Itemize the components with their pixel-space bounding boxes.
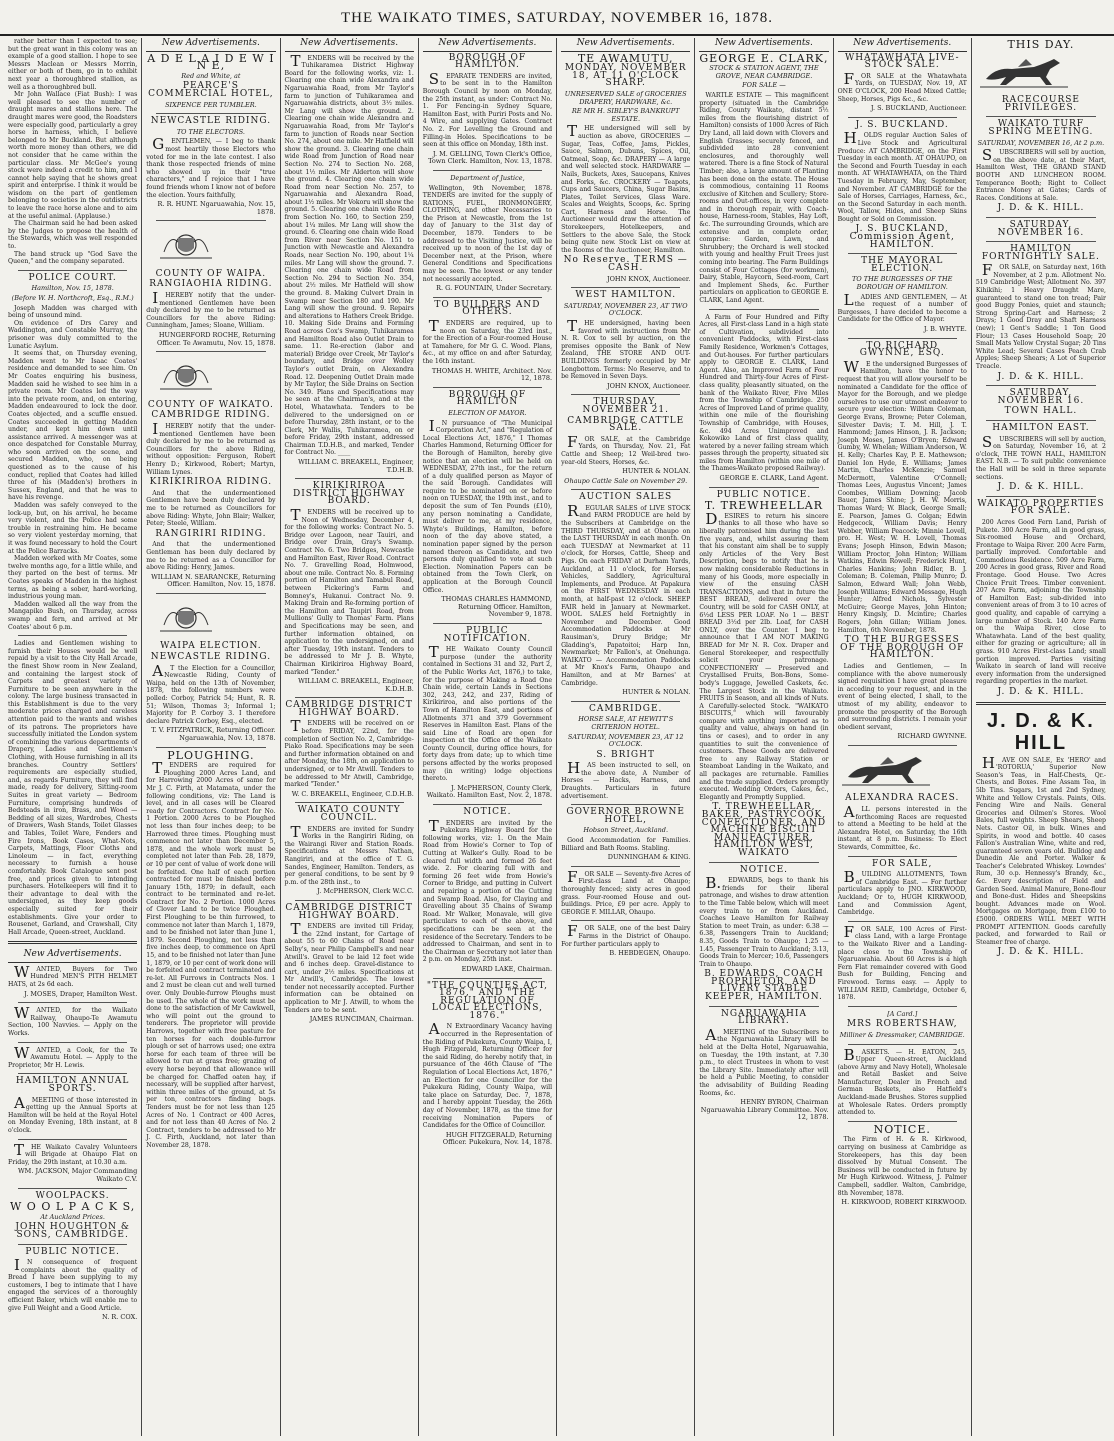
west-hamilton-text: THE undersigned, having been favored with instructions from Mr N. R. Cox to sell by auction, on the premises opposite the Bank of New Zealand, THE STORE AND OUT-BUILDINGS formerly occupied by Mr Longbottom. Terms: No Reserve, and to be Removed in Seven Days. [561,317,691,381]
governor-browne-text: Good Accommodation for Families. Billiard and Bath Rooms. Stabling. [561,837,691,852]
auction-sales-text: REGULAR SALES of LIVE STOCK and FARM PRODUCE are held by the Subscribers at Cambridge on the THIRD THURSDAY, and at Ohaupo on the LAST THURSDAY in each month. On each TUESDAY at Newmarket at 11 o'clock, for Horses, Cattle, Sheep and Pigs. On each FRIDAY at Durham Yards, Auckland, at 11 o'clock, for Horses, Vehicles, Saddlery, Agricultural Implements, and Produce. At Papakura on the FIRST WEDNESDAY in each month, at half-past 12 o'clock. SHEEP FAIR held in January at Newmarket. WOOL SALES held Fortnightly in November and December. Good Accommodation Paddocks at Mr Rausiman's, Drury Bridge; Mr Gladding's, Papatoitoi; Harp Inn, Newmarket; Mr Fallon's, at Onehunga. WAIKATO — Accommodation Paddocks at Mr Knox's Farm, Ohaupo and Hamilton, and at Mr Barnes' at Cambridge. [561,501,691,687]
rangiaohia-sig: HUNGERFORD ROCHE, Returning Officer. Te Awamutu, Nov. 15, 1878. [156,331,276,347]
houghton: JOHN HOUGHTON & SONS, CAMBRIDGE. [15,1222,130,1240]
whatawhata-sig: J. S. BUCKLAND, Auctioneer. [870,104,967,113]
counties-act-sig: HUGH FITZGERALD, Returning Officer. Pukekura, Nov. 14, 1878. [442,1130,553,1147]
dairy-sale-sig: B. HEBDEGEN, Ohaupo. [609,949,691,958]
edwards-sig: B. EDWARDS, COACH PROPRIETOR, AND LIVERY STABLE KEEPER, HAMILTON. [704,969,824,1003]
reid-sale-text: FOR SALE, 100 Acres of First-class Land, with a large Frontage to the Waikato River and a Landing-place close to the Township of Ngaruawahia. About 60 Acres is a high Fern Flat remainder covered with Good Bush for Building, Fencing and Firewood. Terms easy. — Apply to WILLIAM REID, Cambridge, October 6, 1878. [837,922,967,1002]
edwards-notice-title: NOTICE. [739,864,789,875]
dept-title: Department of Justice, [450,173,525,182]
public-notification-sig: J. McPHERSON, County Clerk, Waikato. Hamilton East, Nov. 2, 1878. [426,783,553,800]
rangiaohia-title: RANGIAOHIA RIDING. [149,279,273,290]
woolpacks-big: W O O L P A C K S, [10,1200,136,1214]
cambridge-board-text: TENDERS will be received on or before FRIDAY, 22nd, for the completion of Section No. 2, Cambridge-Piako Road. Specifications may be seen and further information obtained on and after Monday, the 18th, on application to undersigned, or to Mr Atwill. Tenders to be addressed to Mr Atwill, Cambridge, marked "Tender." [284,717,414,789]
hamilton-east-text: SUBSCRIBERS will sell by auction, on Saturday, November 16, at 2 o'clock, THE TOWN HALL, HAMILTON EAST. N.B. — To suit public convenience the Hall will be sold in three separate sections. [975,432,1106,481]
waikato-county-title: COUNTY OF WAIKATO. [147,399,274,410]
clark-title: GEORGE E. CLARK, [699,51,829,65]
court-bench: (Before W. H. Northcroft, Esq., R.M.) [11,294,134,302]
adelaide-price: SIXPENCE PER TUMBLER. [165,100,257,109]
builders-title: TO BUILDERS AND OTHERS. [434,299,541,318]
library-text: AMEETING of the Subscribers to the Ngaruawahia Library will be held at the Delta Hotel, Ngaruawahia, on Tuesday, the 19th instant, at 7.30 p.m., to elect Trustees in whom to vest the Library Site. Immediately after will be held a Public Meeting, to consider the advisability of Building Reading Rooms, &c. [699,1025,829,1097]
column-2 [142,38,280,1436]
governor-browne-sig: DUNNINGHAM & KING. [607,853,691,862]
court-para-2: On evidence of Drs Carey and Waddington, and Constable Murray, the prisoner was duly committed to the Lunatic Asylum. [8,319,138,350]
borough-sig: J. M. GELLING, Town Clerk's Office, Town Clerk. Hamilton, Nov. 13, 1878. [428,149,553,166]
cattle-sale-text: FOR SALE, at the Cambridge Yards, on Thursday, Nov. 21, Fat Cattle and Sheep; 12 Weil-bred two-year-old Steers, Horses, &c. [561,432,691,466]
hill-big-text: HAVE ON SALE, Ex 'HERO' and 'ROTORUA,' Superior New Season's Teas, in Half-Chests, Qr.-Chests, and Boxes. Fine Assam Tea, in 5lb Tins. Sugars, 1st and 2nd Sydney, White and Yellow Crystals. Paints, Oils. Fencing Wire and Nails. General Groceries and Oilmen's Stores. Wool Bales, full weights. Sheep Shears, Sheep Nets. Castor Oil, in bulk. Wines and Spirits, in wood and bottle. 40 cases Fallon's Australian Wine, white and red, guaranteed seven years old. Bulldog and Dunedin Ale and Porter. Walker & Teacher's Celebrated Whiskey. Lowndes' Rum, 30 o.p. Hennessy's Brandy, &c., &c. Every description of Field and Garden Seed. Animal Manure, Bone-flour and Bone-dust. Hides and Sheepskins bought. Advances made on Wool. Mortgages on Mortgage, from £100 to £5000. ORDERS WILL MEET WITH PROMPT ATTENTION. Goods carefully packed, and forwarded to Rail or Steamer free of charge. [975,753,1106,946]
allotments-text: BUILDING ALLOTMENTS, Town of Cambridge East. — For further particulars apply to JNO. KIRKWOOD, Auckland; Or to, HUGH KIRKWOOD, Land and Commission Agent, Cambridge. [837,868,967,917]
cavalry-sig: WM. JACKSON, Major Commanding Waikato C.V. [17,1167,138,1183]
adelaide-hotel: PEARCE'S COMMERCIAL HOTEL, [148,81,274,99]
col5-head: New Advertisements. [561,38,690,52]
builders-sig: THOMAS H. WHITE, Architect. Nov. 12, 1878. [431,366,553,383]
column-4 [419,38,557,1436]
governor-browne-sub: Hobson Street, Auckland. [583,826,669,835]
court-para-3: It seems that, on Thursday evening, Madden went to Mr Isaac Coates' residence and demanded to see him. On Mr Coates enquiring his business, Madden said he wished to see him in a private room. Mr Coates led the way into the private room, and, on entering, Madden endeavoured to lock the door. Coates objected, and a scuffle ensued. Coates succeeded in getting Madden under, and kept him down until assistance arrived. A messenger was at once despatched for Constable Murray, who soon arrived on the scene, and secured Madden, who, on being questioned as to the cause of his conduct, replied that Coates had killed three of his (Madden's) brothers in Sussex, England, and that he was to have his revenge. [8,350,138,502]
racehorse-icon [976,55,1072,89]
wanted-cook: WANTED, a Cook, for the Te Awamutu Hotel. — Apply to the Proprietor, Mr H. Lewis. [8,1043,138,1069]
newcastle-text: GENTLEMEN, — I beg to thank most heartily those Electors who voted for me in the late contest. I also thank those respected friends of mine who showed up in their "true characters," and I rejoice that I have found friends whom I know not of before the election. Yours faithfully, [146,135,276,199]
west-hamilton-sig: JOHN KNOX, Auctioneer. [606,381,691,390]
newcastle-title: NEWCASTLE RIDING. [150,116,272,127]
whatawhata-title: WHATAWHATA LIVE-STOCK SALE. [844,52,960,71]
turf-sig: J. D. & K. HILL. [997,203,1085,214]
wanted-navvies: WANTED, for the Waikato Railway, Ohaupo-Te Awamutu Section, 100 Navvies. — Apply on the Works. [8,1004,138,1038]
horse-sale-name: S. BRIGHT [596,749,655,760]
coat-of-arms-icon [146,601,226,635]
gwynne-reply-sig: RICHARD GWYNNE. [897,732,967,741]
cattle-sale-title: CAMBRIDGE CATTLE SALE. [567,415,685,434]
saturday-3: SATURDAY, NOVEMBER 16. [997,388,1085,406]
cambridge-riding-title: CAMBRIDGE RIDING. [151,410,271,421]
cdhb-text: TENDERS are invited till Friday, the 22nd instant, for Cartage of about 55 to 60 Chains of Road near Selby's, near Philip Campbell's and near Atwill's. Gravel to be laid 12 feet wide and 6 inches deep. Gravel-distance to cart, under 2½ miles. Specifications at Mr Atwill's, Cambridge. The lowest tender not necessarily accepted. Further information can be obtained on application to Mr J. Atwill, to whom the Tenders are to be sent. [284,920,414,1014]
cambridge-riding-text: IHEREBY notify that the under-mentioned Gentlemen have been duly declared by me to be returned as Councillors for the above Riding, without opposition: Ferguson, Robert Henry D.; Kirkwood, Robert; Martyn, William Lynes. [146,420,276,476]
fortnightly-title: HAMILTON FORTNIGHTLY SALE. [981,244,1100,262]
column-1 [4,38,142,1436]
saturday-2: SATURDAY, NOVEMBER 16. [997,219,1085,238]
coat-of-arms-icon [146,359,226,393]
cambridge-board-sig: W. C. BREAKELL, Engineer, C.D.H.B. [291,789,414,798]
card-label: [A Card.] [887,1009,918,1018]
trew-sig: T. TREWHEELLAR, BAKER, PASTRYCOOK, CONFECTIONER, AND MACHINE BISCUIT MANUFACTURER, HAMILTON WEST, WAIKATO [701,802,827,858]
column-5 [557,38,695,1436]
fortnightly-text: FOR SALE, on Saturday next, 16th November, at 2 p.m. Allotment No. 519 Cambridge West; Allotment No. 397 Kihikihi; 1 Heavy Draught Mare, guaranteed to stand one ton tread; Pair good Buggy Ponies, quiet and staunch; Strong Spring-Cart and Harness; 2 Drays; 1 Good Dray and Shaft Harness (new); 1 Gent's Saddle; 1 Ton Good Flour; 13 Cases Household Soap; 20 Small Mats Yellow Crystal Sugar; 20 Tins White Lead; Several Cases Peach Crab Apples; Sheep Shears; A Lot of Superior Treacle. [975,261,1106,370]
col2-head: New Advertisements. [146,38,275,52]
land-sale-text: FOR SALE — Seventy-five Acres of First-class Land at Ohaupo; thoroughly fenced; sixty acres in good grass. Four-roomed House and out-buildings. Price, £9 per acre. Apply to GEORGE F. MILLAR, Ohaupo. [561,867,691,916]
this-day-title: THIS DAY. [1007,38,1075,51]
gwynne-reply-text: Ladies and Gentlemen, — In compliance with the above numerously signed requisition I have great pleasure in acceding to your request, and in the event of being elected, I shall, to the utmost of my ability, endeavor to promote the prosperity of the Borough and surrounding districts. I remain your obedient servant, [837,662,967,731]
kirkwood-notice-title: NOTICE. [873,1122,931,1136]
waipa-election-title: WAIPA ELECTION. [160,641,262,652]
trew-title: T. TREWHEELLAR [704,499,824,513]
mayor-election-sub: ELECTION OF MAYOR. [448,408,527,417]
cattle-sale-sig: HUNTER & NOLAN. [622,467,691,476]
robertshaw-sub: Milliner & Dressmaker, CAMBRIDGE. [839,1030,965,1039]
wanted-helmets-sig: J. MOSES, Draper, Hamilton West. [24,989,138,998]
tuhikaramea-tenders-text: TENDERS will be received by the Tuhikaramea District Highway Board for the following works, viz: 1. Clearing one chain wide Alexandra and Ngaruawahia Road, from Mr Taylor's farm to junction of Tuhikaramea and Ngaruawahia districts, about 3½ miles. Mr Lang will show the ground. 2. Clearing one chain wide Alexandra and Ngaruawahia Road, from Mr Taylor's farm to junction of Roads near Section No. 274, about one mile. Mr Hatfield will show the ground. 3. Clearing one chain wide Road from Junction of Road near Section No. 274 to Section No. 268, about 1½ miles. Mr Alderton will show the ground. 4. Clearing one chain wide Road from near Section No. 257, to Ngaruawahia and Alexandra Road, about 1½ miles. Mr Vokoru will show the ground. 5. Clearing one chain wide Road from Section No. 160, to Section 259, about 1¼ miles. Mr Lang will show the ground. 6. Clearing one chain wide Road from River near Section No. 151 to Junction with Newcastle and Alexandra Roads, near Section No. 190, about 1¼ miles. Mr Lang will show the ground. 7. Clearing one chain wide Road from Section No. 294 to Section No. 354, about 2½ miles. Mr Hatfield will show the ground. 8. Making Culvert Drain in Swamp near Section 180 and 190. Mr Lang will show the ground. 9. Repairs and alterations to Hathers Creek Bridge. 10. Making Side Drains and Forming Road across Cox's Swamp, Tuhikaramea and Hamilton Road also Outlet Drain to same. 11. Re-erection (labor and material) Bridge over Creek, Mr Taylor's boundary, and Bridge over Wolley Taylor's outlet Drain, on Alexandra Road. 12. Deepening Outlet Drain made by Mr Taylor, the Side Drains on Section No. 349. Plans and Specifications may be seen at the Chairman's, and at the Hotel, Whatawhata. Tenders to be delivered to the undersigned on or before Thursday, 28th instant, or to the Clerk, Mr Wallis, Tuhikaramea, on or before Friday, 29th instant, addressed Chairman T.D.H.B., and marked, Tender for Contract No. ____ [284,51,414,457]
te-awamutu-terms: No Reserve. TERMS — CASH. [563,255,688,274]
pukekura-notice-text: TENDERS are invited by the Pukekura Highway Board for the following works, viz: 1. On the Main Road from Howie's Corner to Top of Cutting at Walker's Gully. Road to be cleared full width and formed 26 feet wide. 2. For clearing full with and forming 26 feet wide from Howie's Corner to Bridge, and putting in Culvert and repairing a portion of the Cutting and Swamp Road. Also, for Claying and Gravelling about 35 Chains of Swamp Road. Mr Walker, Monavale, will give particulars to each of the above, and specifications can be seen at the residence of the Secretary. Tenders to be addressed to Chairman, and sent in to the Chairman or Secretary not later than 2 p.m. on Monday, 25th inst. [422,816,553,964]
turf-title: WAIKATO TURF SPRING MEETING. [988,119,1094,137]
sports-title: HAMILTON ANNUAL SPORTS. [15,1076,130,1094]
lead-para-1: rather better than I expected to see; but the great want in this colony was an example of a good stallion. I hope to see Messrs Maclean or Messrs Morrin, either or both of them, go in to exhibit next year a thoroughbred stallion, as well as a thoroughbred bull. [8,38,138,91]
trew-text: DESIRES to return his sincere thanks to all those who have so liberally patronised him during the last five years, and, whilst assuring them that his constant aim shall be to supply only Articles of the Very Best Description, begs to notify that he is now making considerable Reductions in many of his Goods, more especially in view of the ensuing CASH TRANSACTIONS, and that in future the BEST BREAD, delivered over the Country, will be sold for CASH ONLY, at 6½d LESS PER LOAF. No 1 — BEST BREAD 3½d per 2lb. Loaf, for CASH ONLY, over the Counter. I beg to announce that I AM NOT MAKING BREAD for Mr N. R. Cox. Draper and General Storekeeper, and respectfully solicit your patronage. CONFECTIONERY — Preserved and Crystallised Fruits, Bon-Bons, Some-body's Luggage, Jewelled Caskets, &c. The Largest Stock in the Waikato. FRUITS in Season, and all kinds of Nuts. A Carefully-selected Stock. "WAIKATO BISCUITS," which will favourably compare with anything imported as to quality and value, always on hand (in tins or cases), and to order in any quantities to suit the convenience of customers. These Goods are delivered free to any Railway Station or Steamboat Landing in the Waikato, and all packages are returnable. Families and the trade supplied. Orders promptly executed. Wedding Orders, Cakes, &c., Elegantly and Promptly Supplied. [699,509,829,801]
horse-sale-sub: HORSE SALE, AT HEWITT'S CRITERION HOTEL. [578,715,674,731]
adelaide-sub: Red and White, at [181,71,241,80]
gwynne-title: TO RICHARD GWYNNE, ESQ. [859,340,945,359]
column-7 [834,38,972,1436]
woolpacks-sub: At Auckland Prices. [40,1212,105,1221]
fortnightly-sig: J. D. & K. HILL. [997,371,1085,382]
sports-text: AMEETING of those interested in getting up the Annual Sports at Hamilton will be held at the Royal Hotel on Monday Evening, 18th instant, at 8 o'clock. [8,1093,138,1134]
wanted-helmets: WANTED, Buyers for Two Hundred MEN'S PITH HELMET HATS, at 2s 6d each. [8,962,138,989]
mayoral-sub: TO THE BURGESSES OF THE BOROUGH OF HAMILTON. [852,275,953,292]
baskets-text: BASKETS. — H. EATON, 245, Upper Queen-street, Auckland (above Army and Navy Hotel), Wholesale and Retail Basket and Seive Manufacturer, Dealer in French and German Baskets, also Hatfield's Auckland-made Brushes. Stores supplied at Wholesale Rates. Orders promptly attended to. [837,1045,967,1117]
mayor-election-title: BOROUGH OF HAMILTON [448,389,527,408]
court-date: Hamilton, Nov. 15, 1878. [31,284,114,293]
clark-for: FOR SALE — [742,81,786,90]
te-awamutu-re: RE MR H. SIBLEY'S BANKRUPT ESTATE. [571,107,680,123]
builders-text: TENDERS are required, up to noon on Saturday, the 23rd inst., for the Erection of a Four-roomed House at Tamahere, for Mr G. C. Wood. Plans, &c., at my office on and after Saturday, the 16th instant. [422,317,553,365]
waikato-council-text: TENDERS are invited for Sundry Works in the Rangiriri Riding, on the Wairangi River and Station Roads. Specifications at Messrs Nathan, Rangiriri, and at the office of T. G. Sandes, Engineer, Hamilton. Tenders, as per general conditions, to be sent by 9 p.m. of the 28th inst., to [284,822,414,886]
public-notice-sig: N. R. COX. [101,1313,138,1322]
mayor-election-text: IN pursuance of "The Municipal Corporation Act," and "Regulation of Local Elections Act, 1876," I Thomas Charles Hammond, Returning Officer for the Borough of Hamilton, hereby give notice that an election will be held on WEDNESDAY, 27th inst., for the return of a duly qualified person as Mayor of the said Borough. Candidates will require to be nominated on or before noon on TUESDAY, the 19th inst., and to deposit the sum of Ten Pounds (£10), any person nominating a Candidate, must deliver to me, at my residence, Whyte's Buildings, Hamilton, before noon of the day above stated, a nomination paper signed by the person named thereon as Candidate, and two persons duly qualified to vote at such Election. Nomination Papers can be obtained from the Town Clerk, on application at the Borough Council Office. [422,416,553,594]
lead-para-3: The Chairman said he had been asked by the Judges to propose the health of the Stewards, which was well responded to. [8,220,138,251]
public-notice-title: PUBLIC NOTICE. [25,1246,120,1257]
rangiriri-riding-text: And that the undermentioned Gentleman has been duly declared by me to be returned as a Councillor for above Riding: Henry, James. [146,541,276,572]
clark-text: WARTLE ESTATE — This magnificent property (situated in the Cambridge Riding, County Waikato, distant 5½ miles from the flourishing district of Hamilton) consists of 1000 Acres of Rich Dry Land, all laid down with Clovers and English Grasses; securely fenced, and subdivided into 28 convenient enclosures, and thoroughly well watered. There is a fine Stock of Natural Timber; also, a large amount of Planting has been done on the estate. The House is commodious, containing 11 Rooms exclusive of Kitchen and Scullery; Store-rooms and Out-offices, in very complete and in thorough repair, with Coach-house, Harness-room, Stables, Hay Loft, &c. The surrounding Grounds, which are extensive and in complete order, comprise: Garden, Lawn, and Shrubbery; the Orchard is well stocked with young and healthy Fruit Trees just coming into bearing. The Farm Buildings consist of Four Cottages (for workmen), Dairy, Stable, Haycorn, Seed-room, Cart and Implement Sheds, &c. Further particulars on application to GEORGE E. CLARK, Land Agent. [699,91,829,304]
public-notice-text: IN consequence of frequent complaints about the quality of Bread I have been supplying to my customers, I beg to intimate that I have engaged the services of a thoroughly efficient Baker, which will enable me to give Full Weight and a Good Article. [8,1256,138,1312]
newcastle-sig: R. R. HUNT. Ngaruawahia, Nov. 15, 1878. [157,200,276,216]
cattle-sale-note: Ohaupo Cattle Sale on November 29. [564,476,688,485]
horse-sale-date: SATURDAY, NOVEMBER 23, AT 12 O'CLOCK. [567,732,684,749]
buckland-title: J. S. BUCKLAND. [855,119,949,130]
rangiriri-sig: WILLIAM N. SEARANCKE, Returning Officer. Hamilton, Nov. 15, 1878. [151,572,276,589]
kirikiriroa-board-title: KIRIKIRIROA DISTRICT HIGHWAY BOARD. [292,481,406,507]
cambridge-board-title: CAMBRIDGE DISTRICT HIGHWAY BOARD. [285,700,413,718]
trew-notice-title: PUBLIC NOTICE. [716,489,812,500]
hill-big-sig: J. D. & K. HILL. [997,947,1085,958]
mayoral-text: LADIES AND GENTLEMEN, — At the request of a number of Burgesses, I have decided to become a Candidate for the Office of Mayor. [837,290,967,324]
column-8 [972,38,1110,1436]
tuhikaramea-tenders-sig: WILLIAM C. BREAKELL, Engineer, T.D.H.B. [298,458,414,474]
counties-act-title: "THE COUNTIES ACT, 1876," AND "THE REGULATION OF LOCAL ELECTIONS, 1876." [426,980,549,1021]
west-hamilton-title: WEST HAMILTON. [575,290,677,301]
turf-date: SATURDAY, NOVEMBER 16, At 2 p.m. [977,138,1105,147]
newspaper-columns [4,38,1110,1438]
column-6 [695,38,833,1436]
waipa-county-title: COUNTY OF WAIPA. [155,268,267,279]
court-para-5: Madden worked with Mr Coates, some twelve months ago, for a little while, and they parted on the best of terms. Mr Coates speaks of Madden in the highest terms, as being a sober, hard-working, industrious young man. [8,555,138,601]
kirikiriroa-riding-title: KIRIKIRIROA RIDING. [149,477,273,488]
pukekura-notice-sig: EDWARD LAKE, Chairman. [461,964,553,973]
farm-sig: GEORGE E. CLARK, Land Agent. [719,474,829,483]
counties-act-text: AN Extraordinary Vacancy having occurred in the Representation of the Riding of Pukekura, County Waipa, I, Hugh Fitzgerald, Returning Officer for the said Riding, do hereby notify that, in pursuance of the 46th Clause of "The Regulation of Local Elections Act, 1876," an Election for one Councillor for the Pukekura Riding, County Waipa, will take place on Saturday, Dec. 7, 1878, and I hereby appoint Tuesday, the 26th day of November, 1878, as the time for receiving Nomination Papers of Candidates for the Office of Councillor. [422,1020,553,1130]
waikato-council-sig: J. McPHERSON, Clerk W.C.C. [317,887,414,896]
turf-text: SUBSCRIBERS will sell by auction, on the above date, at their Mart, Hamilton West, THE GRAND STAND BOOTH AND LUNCHEON ROOM. Temperance Booth; Right to Collect Entrance Money at Gates; Cards of Races. Conditions at Sale. [975,146,1106,202]
lead-para-4: The band struck up "God Save the Queen," and the company separated. [8,250,138,266]
borough-title: BOROUGH OF HAMILTON. [448,52,527,71]
woolpacks-title: WOOLPACKS. [35,1190,110,1201]
mayoral-title: THE MAYORAL ELECTION. [861,256,944,274]
buckland-sig: J. S. BUCKLAND, Commission Agent, HAMILTON. [849,224,955,250]
mayor-election-sig: THOMAS CHARLES HAMMOND, Returning Officer. Hamilton, November 9, 1878. [441,595,553,619]
court-para-4: Madden was safely conveyed to the lock-up, but, on his arrival, he became very violent, and the Police had some trouble in restraining him. He became so very violent yesterday morning, that it was found necessary to hold the Court at the Police Barracks. [8,502,138,555]
hill-big-name: J. D. & K. HILL [987,709,1095,754]
gwynne-reply-title: TO THE BURGESSES OF THE BOROUGH OF HAMILTON. [840,635,965,661]
dept-text: Wellington, 9th November, 1878. TENDERS are invited for the supply of RATIONS, FUEL, IRONMONGERY, CLOTHING, and other Necessaries to the Prison at Newcastle, from the 1st day of January to the 31st day of December, 1879. Tenders to be addressed to the Visiting Justice, will be received up to noon of the 1st day of December next, at the Prison, where General Conditions and Specifications may be seen. The lowest or any tender not necessarily accepted. [422,184,553,283]
farm-text: A Farm of Four Hundred and Fifty Acres, all First-class Land in a high state of Cultivation, subdivided into convenient Paddocks, with First-class Family Residence, Workmen's Cottages, and Out-houses. For further particulars apply to GEORGE E. CLARK, Land Agent. Also, an Improved Farm of Four Hundred and Thirty-four Acres of First-class quality, pleasantly situated, on the bank of the Waikato River, Five Miles from the Township of Cambridge. 250 Acres of Improved Land of prime quality, within one mile of the flourishing Township of Cambridge, with Houses, &c. 494 Acres Unimproved and Kokowiko Land of first class quality, watered by a never failing stream which passes through the property, situated six miles from Hamilton (within one mile of the Thames-Waikato proposed Railway). [699,313,829,473]
edwards-notice-text: B.EDWARDS, begs to thank his friends for their liberal patronage, and wishes to draw attention to the Time Table below, which will meet every train to or from Auckland. Coaches Leave Hamilton for Railway Station to meet Train, as under: 6.38 — 6.38, Passengers Train to Auckland; 8.35, Goods Train to Ohaupo; 1.25 — 1.45, Passenger Train to Auckland; 3.13, Goods Train to Mercer; 10.6, Passengers Train to Ohaupo. [699,874,829,968]
te-awamutu-sig: JOHN KNOX, Auctioneer. [606,274,691,283]
kirkwood-notice-sig: H. KIRKWOOD, ROBERT KIRKWOOD. [841,1198,967,1207]
masthead-title: THE WAIKATO TIMES, SATURDAY, NOVEMBER 16, 1878. [340,10,774,26]
rangiriri-riding-title: RANGIRIRI RIDING. [155,528,267,539]
court-para-6: Madden walked all the way from the Mangapiko Bush, on Thursday, across swamp and fern, and arrived at Mr Coates' about 6 p.m. [8,600,138,631]
pukekura-notice-title: NOTICE. [463,807,512,818]
kirikiriroa-board-sig: WILLIAM C. BREAKELL, Engineer, K.D.H.B. [298,677,414,693]
waikato-council-title: WAIKATO COUNTY COUNCIL. [297,805,401,823]
racecourse-title: RACECOURSE PRIVILEGES. [1001,95,1080,113]
cdhb-title: CAMBRIDGE DISTRICT HIGHWAY BOARD. [285,902,413,921]
ladies-para: Ladies and Gentlemen wishing to furnish their Houses would be well repaid by a visit to the City Hall Arcade, the finest Show room in New Zealand, and containing the largest stock of Carpets and greatest variety of Furniture to be seen anywhere in the colony. The large business transacted in this Establishment is due to the very moderate prices charged and careless attention paid to the wants and wishes of its patrons. The proprietors have successfully initiated the London system of combining the various departments of Drapery, Ladies and Gentlemen's Clothing, with House furnishing in all its branches. Country Settlers' requirements are especially studied, and, as regards Furniture, they will find made, ready for delivery, Sitting-room Suites in great variety — Bedroom Furniture, comprising hundreds of Bedsteads in iron, Brass, and Wood — Bedding of all sizes, Wardrobes, Chests of Drawers, Wash Stands, Toilet Glasses and Tables, Toilet Ware, Fenders and Fire Irons, Book Cases, What-Nots, Carpets, Mattings, Floor Cloths and Linoleum — in fact, everything necessary to furnish a house comfortably. Book Catalogue sent post free, and prices given to intending purchasers. Hotelkeepers will find it to their advantage to deal with the undersigned, as they keep goods especially suited for their establishments. Give your order to Rousenet, Garland, and Crawshall, City Hall Arcade, Queen-street, Auckland. [8,640,138,936]
allotments-title: FOR SALE, [872,858,933,869]
col4-head: New Advertisements. [423,38,552,52]
rangiaohia-text: IHEREBY notify that the under-mentioned Gentlemen have been duly declared by me to be returned as Councillors for the above Riding: Cunningham, James; Sloane, William. [146,289,276,330]
dept-sig: R. G. FOUNTAIN, Under Secretary. [436,284,553,293]
te-awamutu-text: THE undersigned will sell by auction as above, GROCERIES — Sugar, Teas, Coffee, Jams, Pickles, Sauce, Salmon, Dubuns, Spices, Oil, Oatmeal, Soap, &c. DRAPERY — A large and well selected stock. HARDWARE — Nails, Buckets, Axes, Saucepans, Knives and Forks, &c. CROCKERY — Teapots, Cups and Saucers, China, Sugar Basins, Plates, Toilet Services, Glass Ware. Scales and Weights, Scoops, &c. Spring Cart, Harness and Horse. The Auctioneer would draw the attention of Storekeepers, Hotelkeepers, and Settlers to the above Sale, the Stock being quite new. Stock List on view at the Rooms of the Auctioneer, Hamilton. [561,122,691,254]
public-notification-title: PUBLIC NOTIFICATION. [443,625,532,644]
horse-sale-title: CAMBRIDGE. [589,703,663,714]
library-sig: HENRY BYRON, Chairman Ngaruawahia Library Committee. Nov. 12, 1878. [700,1098,829,1122]
borough-text: SEPARATE TENDERS are invited, to be sent in to the Hamilton Borough Council by noon on Monday, the 25th instant, as under: Contract No. 1. For Fencing-in Sydney Square, Hamilton East, with Puriri Posts and No. 4 Wire, and supplying Gates. Contract No. 2. For Levelling the Ground and Filling-in Holes. Specifications to be seen at this office on Monday, 18th inst. [422,69,553,149]
town-hall-title: TOWN HALL. [1004,406,1078,417]
buckland-text: HOLDS regular Auction Sales of Live Stock and Agricultural Produce: AT CAMBRIDGE, on the First Tuesday in each month. AT OHAUPO, on the Second and Fourth Tuesday in each month. AT WHATAWHATA, on the Third Tuesday in February, May, September, and November. AT CAMBRIDGE for the Sale of Horses, Carriages, Harness, &c., on the Second Saturday in each month. Wool, Tallow, Hides, and Sheep Skins Bought or Sold on Commission. [837,129,967,223]
library-title: NGARUAWAHIA LIBRARY. [720,1008,807,1027]
col3-head: New Advertisements. [285,38,414,52]
racehorse-icon [838,753,934,787]
properties-title: WAIKATO PROPERTIES FOR SALE. [977,498,1105,517]
cavalry-text: THE Waikato Cavalry Volunteers will Brigade at Ohaupo Flat on Friday, the 29th instant, at 10.30 a.m. [8,1140,138,1166]
col1-ads-head: New Advertisements. [8,949,137,963]
masthead [0,0,1114,36]
newcastle-sub: TO THE ELECTORS. [176,127,245,136]
properties-sig: J. D. & K. HILL. [997,686,1085,697]
kirikiriroa-board-text: TENDERS will be received up to Noon of Wednesday, December 4, for the following works: Contract No. 5. Bridge over Lagoon, near Tauiri, and Bridge over Drain, Gray's Swamp. Contract No. 6. Two Bridges, Newcastle and Hamilton East, River Road. Contract No. 7. Gravelling Road, Holmwood, about one mile. Contract No. 8. Forming portion of Hamilton and Tamabul Road, between Pickering's Farm and Bomney's, Hukanui. Contract No. 9. Making Drain and Re-forming portion of the Hamilton and Taupiri Road, from Mullions' Gully to Thomas' Farm. Plans and Specifications may be seen, and further information obtained, on application to the undersigned, on and after Tuesday, 19th instant. Tenders to be addressed to Mr J. B. Whyte, Chairman Kirikiriroa Highway Board, marked "Tender." [284,506,414,676]
dairy-sale-text: FOR SALE, one of the best Dairy Farms in the District of Ohaupo. For further particulars apply to [561,922,691,948]
races-text: ALL persons interested in the forthcoming Races are requested to attend a Meeting to be held at the Alexandra Hotel, on Saturday, the 16th instant, at 8 p.m. Business: To Elect Stewards, Committee, &c. [837,803,967,852]
clark-sub: STOCK & STATION AGENT, THE GROVE, NEAR CAMBRIDGE. [709,64,819,80]
te-awamutu-title: TE AWAMUTU, [577,51,674,65]
cdhb-sig: JAMES RUNCIMAN, Chairman. [309,1015,414,1024]
mayoral-sig: J. B. WHYTE. [923,325,967,333]
whatawhata-text: FOR SALE at the Whatawhata Yards, on TUESDAY, Nov. 19, AT ONE O'CLOCK, 200 Head Mixed Cattle; Sheep, Horses, Pigs &c., &c. [837,69,967,103]
ploughing-title: PLOUGHING. [167,748,255,762]
column-3 [281,38,419,1436]
properties-text: 200 Acres Good Fern Land, Parish of Pukete. 300 Acre Farm, all in good grass, Six-roomed House and Orchard, Frontage to Waipa River. 200 Acre Farm, partially improved. Comfortable and Commodious Residence. 509 Acre Farm, 200 Acres in good grass, River and Road Frontage. Good House. Two Acres Choice Fruit Trees. Timber convenient. 207 Acre Farm, adjoining the Township of Hamilton East; sub-divided into convenient areas of from 3 to 10 acres of good quality, and capable of carrying a large number of Stock. 140 Acre Farm on the Waipa River, close to Whatawhata. Land of the best quality, either for grazing or agriculture; all in grass. 910 Acres First-class Land; small portion improved. Parties visiting Waikato in search of land will receive every information from the undersigned regarding properties in the market. [975,518,1106,686]
court-title: POLICE COURT. [28,272,117,283]
kirkwood-notice-text: The Firm of H. & R. Kirkwood, carrying on business at Cambridge as Storekeepers, has this day been dissolved by Mutual Consent. The Business will be conducted in future by Mr Hugh Kirkwood. Witness, J. Palmer Campbell, saddler. Walton, Cambridge, 8th November, 1878. [837,1136,967,1197]
horse-sale-text: HAS been instructed to sell, on the above date, A Number of Horses — Hacks, Harness, and Draughts. Particulars in future advertisement. [561,759,691,800]
auction-sales-sig: HUNTER & NOLAN. [622,688,691,697]
public-notification-text: THE Waikato County Council purpose (under the authority contained in Sections 31 and 32, Part 2, of the Public Works Act, 1876,) to take, for the purpose of Making a Road One Chain wide, certain Lands in Sections 302, 243, 242, and 237, Riding of Kirikiriroa, and also portions of the Town of Hamilton East, and portions of Allotments 371 and 379 Government Reserves in Hamilton East. Plans of the said Line of Road are open for inspection at the Office of the Waikato County Council, during office hours, for forty days from date; up to which time persons affected by the works proposed may (in writing) lodge objections thereto. [422,643,553,783]
ploughing-text: TENDERS are required for Ploughing 2000 Acres Land, and for Harrowing 2000 Acres of same for Mr J. C. Firth, at Matamata, under the following conditions, viz: The Land is level, and in all cases will be Cleared ready for Contractors. Contract for No. 1 Portion. 2000 Acres to be Ploughed not less than four inches deep; to be Harrowed three times. Ploughing must commence not later than December 5, 1878, and the whole work must be completed not later than Feb. 28, 1879, or 10 per cent of value of work done will be forfeited. One half of each portion contracted for must be finished before January 15th, 1879; in default, each contract to be terminated and re-let. Contract for No. 2 Portion. 1000 Acres of Clover Land to be twice Ploughed. First Ploughing to be thin furrowed, to commence not later than March 1, 1879, and to be finished not later than June 1, 1879. Second Ploughing, not less than five inches deep, to commence on April 15, and to be finished not later than June 1, 1879, or 10 per cent of work done will be forfeited and contract terminated and re-let. All Furrows in Contracts Nos. 1 and 2 must be clean cut and well turned over. Only Double-furrow Ploughs must be used. The whole of the work must be done to the satisfaction of Mr Cawkwell, who will point out the ground to tenderers. The proprietor will provide Harrows, together with free pasture for ten horses for each double-furrow plough or set of harrows used; one extra horse for each team of three will be allowed to run at grass free; grazing of every horse beyond that allowance will be charged for. Chaffed oaten hay, if necessary, will be supplied after harvest, within three miles of the ground, at 5s per ton, contractors finding bags. Tenders must be for not less than 125 Acres of No. 1 Contract or 400 Acres, and for not less than 40 Acres of No. 2 Contract, tenders to be addressed to Mr J. C. Firth, Auckland, not later than November 28, 1878. [146,759,276,1149]
hamilton-east-sig: J. D. & K. HILL. [997,482,1085,493]
robertshaw-title: MRS ROBERTSHAW, [846,1019,958,1030]
adelaide-title: A D E L A I D E W I N E, [147,51,275,73]
col6-head: New Advertisements. [699,38,828,52]
governor-browne-title: GOVERNOR BROWNE HOTEL, [566,807,685,825]
kirikiriroa-riding-text: And that the undermentioned Gentlemen have been duly declared by me to be returned as Councillors for above Riding: Whyte, John Blair; Walker, Peter; Steele, William. [146,489,276,528]
hamilton-east-title: HAMILTON EAST. [992,422,1090,433]
te-awamutu-unreserved: UNRESERVED SALE of GROCERIES DRAPERY, HARDWARE, &c. [564,89,687,106]
races-title: ALEXANDRA RACES. [845,793,960,804]
court-para-1: Joseph Madden was charged with being of unsound mind. [8,304,138,320]
col7-head: New Advertisements. [838,38,967,52]
coat-of-arms-icon [146,228,226,262]
waipa-election-sig: T. V. FITZPATRICK, Returning Officer. Ngaruawahia, Nov. 13, 1878. [151,726,276,742]
te-awamutu-date: MONDAY, NOVEMBER 18, AT 11 O'CLOCK SHARP. [564,63,687,89]
gwynne-text: WE the undersigned Burgesses of Hamilton, have the honor to request that you will allow yourself to be nominated a Candidate for the office of Mayor for the Borough, and we pledge ourselves to use our utmost endeavor to secure your election: William Coleman, George Evans, Browne; Peter Coleman, Silvester Davis; T. M. Hill, J. T. Hammond; James Hinson, J. R. Jackson; Joseph Moses, James O'Bryen; Edward Gumby, W. Whelan; William Anderson, W. H. Kelly; Charles Kay, P. E. Mathewson; Daniel Ion Hyde, E. Williams; James Martin, Charles McKenzie; Samuel McDermott, Valentine O'Connell; Thomas Lees, Augustus Vincent; James Coombes, William Downing; Jacob Bauer, James Shine; J. H. W. Morris, Thomas Ward; W. Black, George Small; E. Pearson, James G. Colgan; Edwin Hedgecock, William Davis; Henry Webber, William Peacock; Minnie Lovell, pro. H. West; W. H. Lovell, Thomas Evans; Joseph Hinson, Edwin Mason; William Proctor, John Hinton; William Watkins, Edwin Rowell; Frederick Hunt, Charles Hankins; John Ridler, B. J. Coleman; B. Coleman, Philip Munro; D. Salmon, Edward Wall; John Webb, Joseph Williams; Edward Message, Hugh Hunter; Alfred Nichols, Sylvester McGuire; George Mayes, John Hinton; Henry Kingsly, D. Mcintire; Charles Rogers, John Gillan; William Jones. Hamilton, 6th November, 1878. [837,357,967,634]
waipa-election-text: AT the Election for a Councillor, Newcastle Riding, County of Waipa, held on the 13th of November, 1878, the following numbers were polled: Corboy, Patrick 54; Hunt, R. R. 51; Wilson, Thomas 3; Informal 1; Majority for P. Corboy 3. I therefore declare Patrick Corboy, Esq., elected. [146,661,276,725]
waipa-newcastle-title: NEWCASTLE RIDING. [150,652,272,663]
thursday-date: THURSDAY, NOVEMBER 21. [582,397,669,415]
lead-para-2: Mr John Wallace (Fiat Bush): I was well pleased to see the number of draught mares and stallions here. The draught mares were good, the Roadsters were especially good, particularly a grey horse in harness, which, I believe belonged to Mr Buckland. But although worth more money than others, we did not consider that he came within the particular class. Mr McGee's young stock were indeed a credit to him, and I cannot help saying that he shows great spirit and enterprise. I think it would be wisdom on the part of gentlemen belonging to societies in the outdistricts to leave the race horse alone and to aim at the useful animal. (Applause.) [8,91,138,220]
west-hamilton-date: SATURDAY, NOVEMBER 23, AT TWO O'CLOCK. [563,301,688,318]
auction-sales-title: AUCTION SALES [579,492,673,503]
